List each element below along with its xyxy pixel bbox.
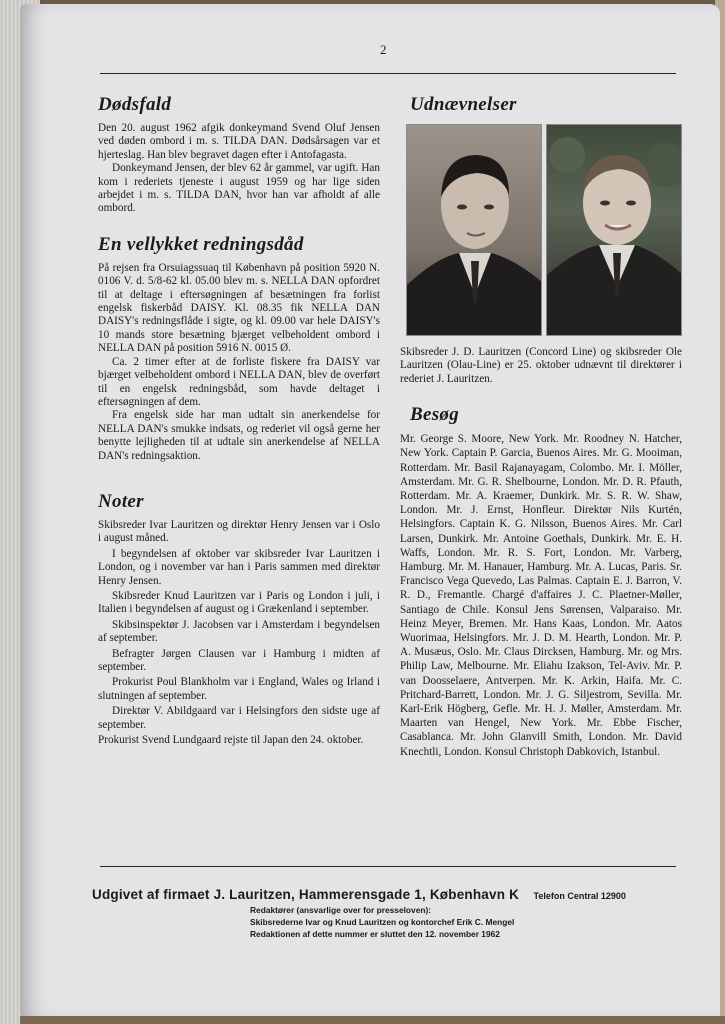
photo-caption: Skibsreder J. D. Lauritzen (Concord Line) og skibsreder Ole Lauritzen (Olau-Line) er 25. oktober udnævnt til direktører i rederiet J. Lauritzen. [400,346,682,385]
right-column [396,88,682,759]
bottom-rule [100,866,676,867]
note-item: I begyndelsen af oktober var skibsreder Ivar Lauritzen i London, og i november var han i Paris sammen med direktør Henry Jensen. [98,547,380,587]
portrait-photo-jd-lauritzen [406,124,542,336]
left-column [84,88,380,749]
section-redning [84,234,380,463]
portrait-photos [406,124,682,336]
section-title-udnaevnelser: Udnævnelser [410,94,517,115]
paragraph: Ca. 2 timer efter at de forliste fiskere fra DAISY var bjærget velbeholdent ombord i NELLA DAN, blev de overført til en engelsk redningsbåd, som havde deltaget i eftersøgningen af dem. [98,355,380,408]
note-item: Skibsinspektør J. Jacobsen var i Amsterdam i begyndelsen af september. [98,618,380,645]
portrait-photo-ole-lauritzen [546,124,682,336]
portrait-illustration [547,125,682,335]
visitor-list: Mr. George S. Moore, New York. Mr. Roodney N. Hatcher, New York. Captain P. Garcia, Buenos Aires. Mr. G. Mooiman, Rotterdam. Mr. Basil Rajanayagam, Colombo. Mr. I. Möller, Amsterdam. Mr. G. R. Shelbourne, London. Mr. D. R. Pfauth, Rotterdam. Mr. A. Kraemer, Dunkirk. Mr. S. R. W. Shaw, London. Mr. J. Ernst, Honfleur. Direktør Nils Kurtén, Helsingfors. Captain K. G. Nilsson, Buenos Aires. Mr. Carl Larsen, Dunkirk. Mr. Antoine Goethals, Dunkirk. Mr. E. H. Waffs, London. Mr. R. S. Fort, London. Mr. Varberg, Hamburg. Mr. M. Hanauer, Hamburg. Mr. A. Lucas, Paris. Sr. Francisco Vega Quevedo, Las Palmas. Captain E. J. Barron, V. R. D., Fremantle. Chargé d'affaires J. C. Plaetner-Møller, Santiago de Chile. Konsul Jens Sørensen, Valparaiso. Mr. Heinz Meyer, Bremen. Mr. Hans Kaas, London. Mr. Aatos Wuorimaa, Helsingfors. Mr. J. D. M. Hearth, London. Mr. P. A. Musæus, Oslo. Mr. Claus Dircksen, Hamburg. Mr. og Mrs. Philip Law, Melbourne. Mr. Eliahu Izakson, Tel-Aviv. Mr. P. van Doosselaere, Antverpen. Mr. K. Arkin, Haifa. Mr. C. Pritchard-Barrett, London. Mr. J. G. Siljestrom, Sevilla. Mr. Karl-Erik Högberg, Gefle. Mr. H. J. Møller, Amsterdam. Mr. Maarten van Hengel, New York. Mr. Ebbe Fischer, Casablanca. Mr. John Glanvill Smith, London. Mr. David Knechtli, London. Konsul Christoph Dabkovich, Istanbul. [400,433,682,758]
editors-label: Redaktører (ansvarlige over for presseloven): [250,905,432,915]
note-item: Prokurist Poul Blankholm var i England, Wales og Irland i slutningen af september. [98,676,380,702]
section-title-noter: Noter [98,490,144,512]
paragraph: Fra engelsk side har man udtalt sin anerkendelse for NELLA DAN's smukke indsats, og rederiet vil også gerne her benytte lejligheden til at udtale sin anerkendelse af NELLA DAN's redningsaktion. [98,409,380,462]
page-number: 2 [380,42,387,57]
section-title-redning: En vellykket redningsdåd [98,233,304,255]
section-noter [84,491,380,748]
section-dodsfald [84,94,380,216]
colophon [92,886,682,940]
top-rule [100,73,676,74]
note-item: Skibsreder Knud Lauritzen var i Paris og London i juli, i Italien i begyndelsen af august og i Grækenland i september. [98,589,380,616]
publisher-line: Udgivet af firmaet J. Lauritzen, Hammerensgade 1, København K [92,887,520,902]
editors-names: Skibsrederne Ivar og Knud Lauritzen og kontorchef Erik C. Mengel [250,917,515,927]
note-item: Prokurist Svend Lundgaard rejste til Japan den 24. oktober. [98,734,364,747]
section-title-dodsfald: Dødsfald [98,94,172,115]
portrait-illustration [407,125,542,335]
note-item: Direktør V. Abildgaard var i Helsingfors den sidste uge af september. [98,705,380,731]
closing-date: Redaktionen af dette nummer er sluttet den 12. november 1962 [250,929,500,939]
paragraph: Donkeymand Jensen, der blev 62 år gammel, var ugift. Han kom i rederiets tjeneste i august 1959 og har lige siden arbejdet i m. s. TILDA DAN, hvor han var afholdt af alle ombord. [98,162,380,215]
section-udnaevnelser [396,94,682,386]
note-item: Befragter Jørgen Clausen var i Hamburg i midten af september. [98,647,380,673]
section-besog [396,404,682,759]
note-item: Skibsreder Ivar Lauritzen og direktør Henry Jensen var i Oslo i august måned. [98,518,380,545]
paragraph: På rejsen fra Orsuiagssuaq til København på position 5920 N. 0106 V. d. 5/8-62 kl. 05.00 blev m. s. NELLA DAN opfordret til at deltage i eftersøgningen af besætningen fra forlist engelsk fiskerbåd DAISY. Kl. 08.35 fik NELLA DAN DAISY's redningsflåde i sigte, og kl. 09.00 var hele DAISY's 10 mands store besætning bjærget velbeholdent ombord i NELLA DAN på position 5916 N. 0015 Ø. [98,261,380,355]
paragraph: Den 20. august 1962 afgik donkeymand Svend Oluf Jensen ved døden ombord i m. s. TILDA DAN. Dødsårsagen var et hjerteslag. Han blev begravet dagen efter i Antofagasta. [98,122,380,161]
telephone: Telefon Central 12900 [533,891,626,901]
section-title-besog: Besøg [410,404,459,426]
page-bottom-shadow [20,1016,725,1024]
